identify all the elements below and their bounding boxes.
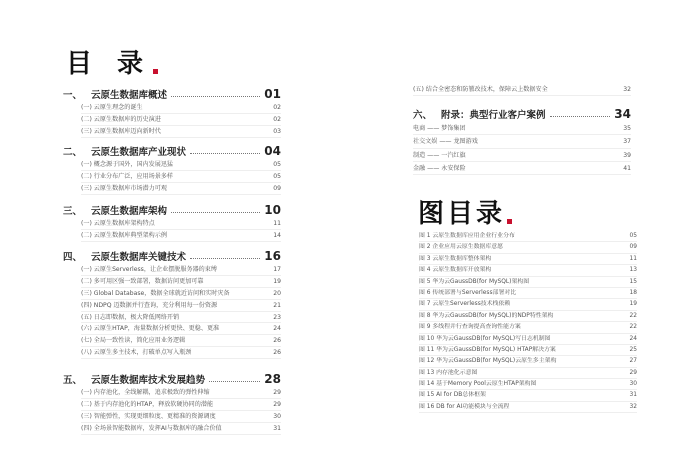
toc-item[interactable]: (七) 全局一致性读，简化应用业务逻辑 26 <box>63 335 281 347</box>
title-accent-square <box>507 219 512 224</box>
toc-section-heading[interactable]: 五、 云原生数据库技术发展趋势 28 <box>63 372 281 386</box>
leader-dots <box>190 258 260 259</box>
toc-page-right <box>350 0 700 475</box>
toc-section <box>63 248 281 359</box>
toc-item[interactable]: (二) 多可用区强一致部署，数据访问更加可靠 19 <box>63 276 281 288</box>
toc-item[interactable]: (三) 云原生数据库市场潜力可观 09 <box>63 183 281 195</box>
figure-item[interactable]: 图 8 华为云GaussDB(for MySQL)的NDP特性架构 22 <box>419 311 637 322</box>
case-item[interactable]: 电商 —— 梦饰集团 35 <box>413 122 631 135</box>
toc-item[interactable]: (八) 云原生多主技术，打破单点写入瓶颈 26 <box>63 347 281 359</box>
toc-section <box>63 143 281 195</box>
toc-section-heading[interactable]: 四、 云原生数据库关键技术 16 <box>63 249 281 263</box>
figure-item[interactable]: 图 16 DB for AI功能模块与全流程 32 <box>419 402 637 413</box>
toc-item[interactable]: (六) 云原生HTAP，海量数据分析更快、更稳、更准 24 <box>63 323 281 335</box>
case-item[interactable]: 制造 —— 一汽红旗 39 <box>413 149 631 162</box>
figure-item[interactable]: 图 1 云原生数据库应用企业行业分布 05 <box>419 231 637 242</box>
figure-item[interactable]: 图 15 AI for DB总体框架 31 <box>419 390 637 401</box>
figure-list <box>419 231 637 413</box>
toc-section <box>63 86 281 138</box>
toc-item[interactable]: (四) 全场景智能数据库，发挥AI与数据库的融合价值 31 <box>63 423 281 435</box>
toc-item[interactable]: (二) 云原生数据库典型架构示例 14 <box>63 230 281 242</box>
toc-item[interactable]: (二) 基于内存池化的HTAP，释放软硬协同的潜能 29 <box>63 399 281 411</box>
figures-title: 图目录 <box>418 193 512 230</box>
toc-section-heading[interactable]: 三、 云原生数据库架构 10 <box>63 203 281 217</box>
toc-item[interactable]: (三) 智能弹性，实现更细粒度、更精准的资源调度 30 <box>63 411 281 423</box>
toc-title: 目 录 <box>66 43 158 80</box>
toc-section-heading[interactable]: 二、 云原生数据库产业现状 04 <box>63 144 281 158</box>
toc-continued <box>413 84 631 96</box>
figure-item[interactable]: 图 6 传统部署与Serverless部署对比 18 <box>419 288 637 299</box>
toc-item[interactable]: (二) 云原生数据库的历史演进 02 <box>63 114 281 126</box>
figure-item[interactable]: 图 13 内存池化示意图 29 <box>419 368 637 379</box>
leader-dots <box>550 116 611 117</box>
leader-dots <box>171 212 260 213</box>
figure-item[interactable]: 图 10 华为云GaussDB(for MySQL)写日志机制图 24 <box>419 334 637 345</box>
case-item[interactable]: 社交文娱 —— 龙图游戏 37 <box>413 135 631 148</box>
leader-dots <box>190 153 260 154</box>
toc-item[interactable]: (二) 行业分布广泛，应用场景多样 05 <box>63 171 281 183</box>
figure-item[interactable]: 图 5 华为云GaussDB(for MySQL)架构图 15 <box>419 277 637 288</box>
toc-item[interactable]: (五) 结合全密态和防篡改技术，保障云上数据安全 32 <box>413 84 631 96</box>
toc-item[interactable]: (一) 概念源于国外，国内发展迅猛 05 <box>63 159 281 171</box>
toc-item[interactable]: (一) 云原生Serverless，让企业摆脱服务器的束缚 17 <box>63 264 281 276</box>
toc-item[interactable]: (三) Global Database，数据全球就近访问和实时灾备 20 <box>63 288 281 300</box>
toc-section <box>63 202 281 242</box>
case-item[interactable]: 金融 —— 永安保险 41 <box>413 162 631 175</box>
toc-section <box>63 371 281 435</box>
leader-dots <box>171 96 260 97</box>
figure-item[interactable]: 图 7 云原生Serverless技术栈依赖 19 <box>419 299 637 310</box>
toc-item[interactable]: (五) 日志即数据，极大降低网络开销 23 <box>63 312 281 324</box>
figure-item[interactable]: 图 14 基于Memory Pool云原生HTAP架构图 30 <box>419 379 637 390</box>
toc-item[interactable]: (一) 云原生数据库架构特点 11 <box>63 218 281 230</box>
toc-appendix <box>413 106 631 175</box>
figure-item[interactable]: 图 9 多线程并行查询提高查询性能方案 22 <box>419 322 637 333</box>
figure-item[interactable]: 图 12 华为云GaussDB(for MySQL)云原生多主架构 27 <box>419 356 637 367</box>
figure-item[interactable]: 图 4 云原生数据库开放架构 13 <box>419 265 637 276</box>
figure-item[interactable]: 图 11 华为云GaussDB(for MySQL) HTAP解决方案 25 <box>419 345 637 356</box>
toc-item[interactable]: (一) 内存池化，全线解耦，追求极致的弹性伸缩 29 <box>63 387 281 399</box>
toc-section-heading[interactable]: 一、 云原生数据库概述 01 <box>63 87 281 101</box>
toc-item[interactable]: (三) 云原生数据库迈向新时代 03 <box>63 126 281 138</box>
toc-item[interactable]: (四) NDPQ 迈数据并行查询，充分利用每一份资源 21 <box>63 300 281 312</box>
figure-item[interactable]: 图 2 企业应用云原生数据库意愿 09 <box>419 242 637 253</box>
toc-section-heading[interactable]: 六、 附录：典型行业客户案例 34 <box>413 107 631 121</box>
title-accent-square <box>153 69 158 74</box>
figure-item[interactable]: 图 3 云原生数据库整体架构 11 <box>419 254 637 265</box>
leader-dots <box>209 381 260 382</box>
toc-item[interactable]: (一) 云原生理念的诞生 02 <box>63 102 281 114</box>
